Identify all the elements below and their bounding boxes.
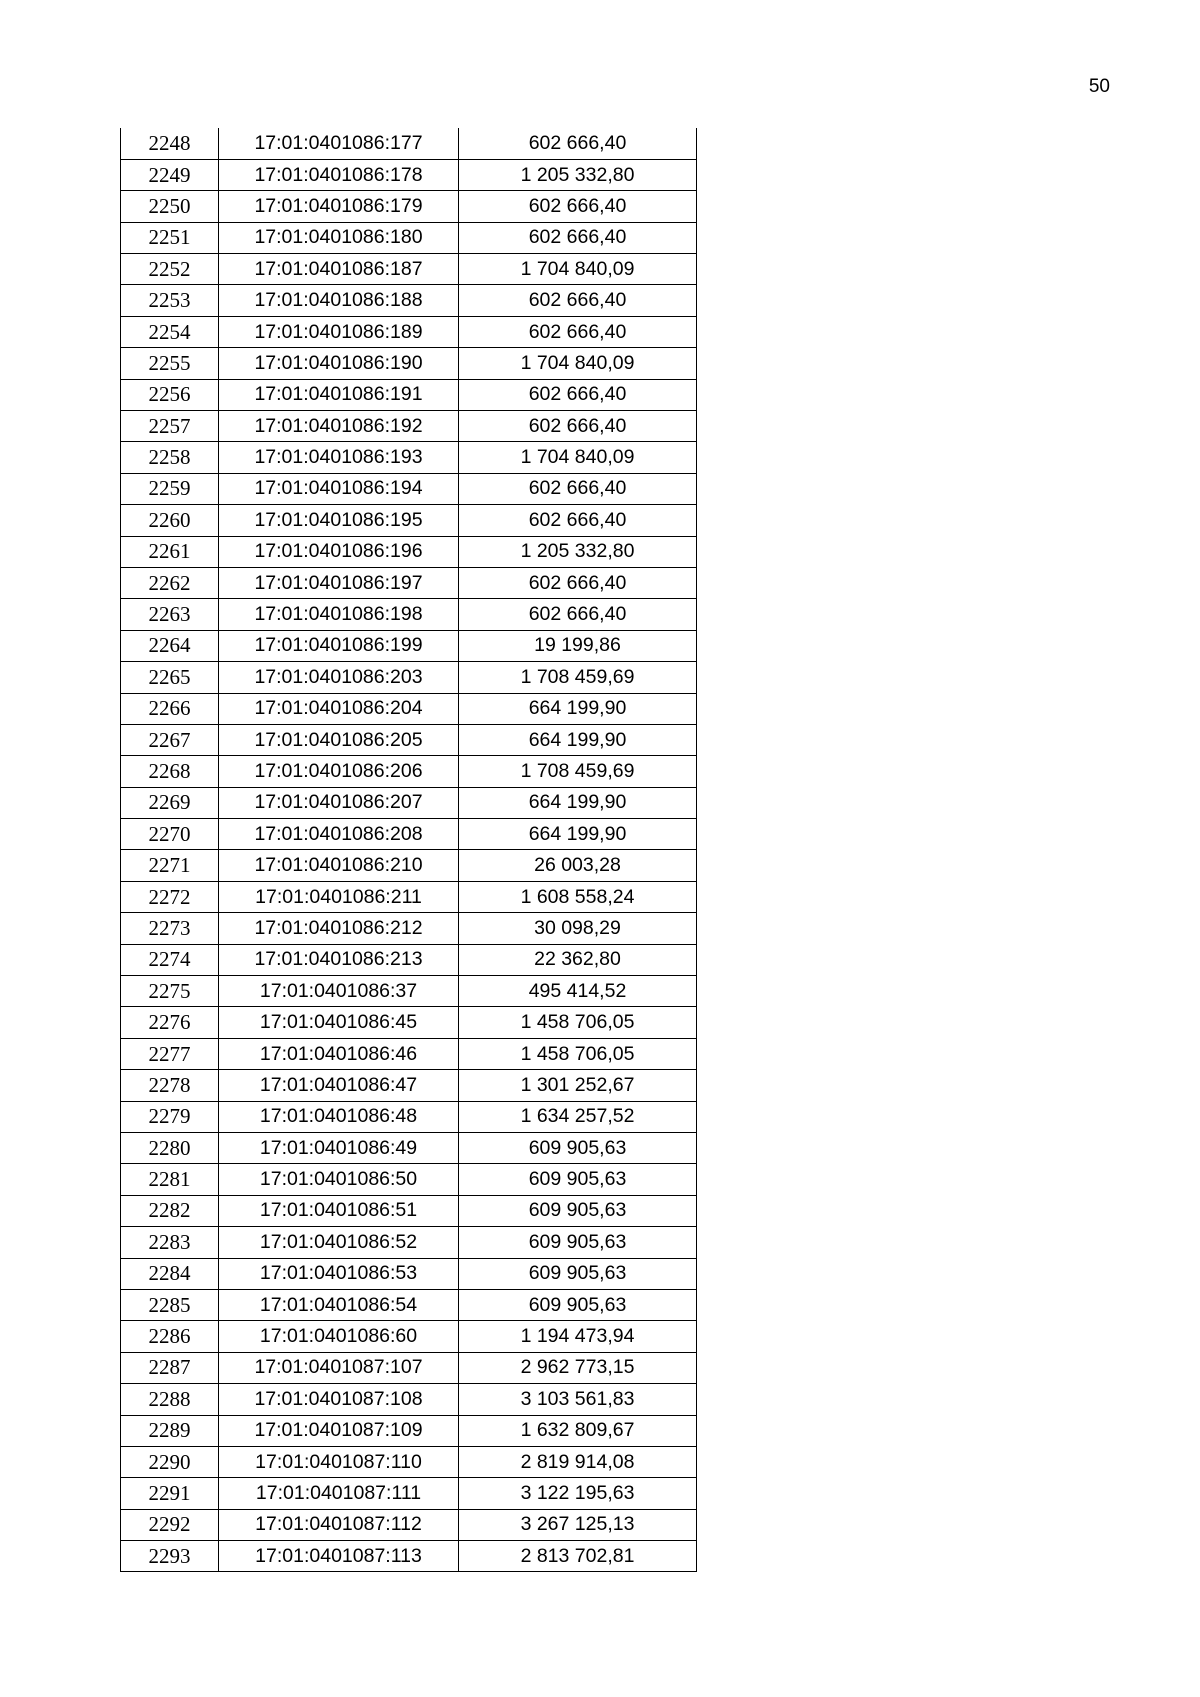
table-row bbox=[121, 1446, 697, 1477]
cadastral-value-cell: 1 301 252,67 bbox=[459, 1070, 697, 1101]
table-row bbox=[121, 850, 697, 881]
table-row bbox=[121, 881, 697, 912]
table-row bbox=[121, 1509, 697, 1540]
row-number-cell: 2269 bbox=[121, 787, 219, 818]
row-number-cell: 2252 bbox=[121, 254, 219, 285]
cadastral-number-cell: 17:01:0401086:203 bbox=[219, 662, 459, 693]
cadastral-number-cell: 17:01:0401086:53 bbox=[219, 1258, 459, 1289]
row-number-cell: 2266 bbox=[121, 693, 219, 724]
cadastral-number-cell: 17:01:0401086:188 bbox=[219, 285, 459, 316]
cadastral-number-cell: 17:01:0401086:198 bbox=[219, 599, 459, 630]
table-row bbox=[121, 442, 697, 473]
table-row bbox=[121, 1541, 697, 1572]
cadastral-value-cell: 19 199,86 bbox=[459, 630, 697, 661]
table-row bbox=[121, 316, 697, 347]
table-row bbox=[121, 159, 697, 190]
cadastral-value-cell: 3 267 125,13 bbox=[459, 1509, 697, 1540]
row-number-cell: 2255 bbox=[121, 348, 219, 379]
row-number-cell: 2253 bbox=[121, 285, 219, 316]
table-row bbox=[121, 1195, 697, 1226]
table-row bbox=[121, 1478, 697, 1509]
cadastral-number-cell: 17:01:0401086:211 bbox=[219, 881, 459, 912]
row-number-cell: 2260 bbox=[121, 505, 219, 536]
cadastral-value-cell: 602 666,40 bbox=[459, 567, 697, 598]
row-number-cell: 2273 bbox=[121, 913, 219, 944]
cadastral-number-cell: 17:01:0401086:190 bbox=[219, 348, 459, 379]
cadastral-number-cell: 17:01:0401086:205 bbox=[219, 724, 459, 755]
cadastral-value-cell: 1 458 706,05 bbox=[459, 1038, 697, 1069]
row-number-cell: 2272 bbox=[121, 881, 219, 912]
table-row bbox=[121, 724, 697, 755]
cadastral-value-cell: 1 608 558,24 bbox=[459, 881, 697, 912]
cadastral-value-cell: 26 003,28 bbox=[459, 850, 697, 881]
cadastral-value-cell: 2 819 914,08 bbox=[459, 1446, 697, 1477]
cadastral-number-cell: 17:01:0401086:177 bbox=[219, 128, 459, 159]
cadastral-value-cell: 1 704 840,09 bbox=[459, 254, 697, 285]
table-row bbox=[121, 473, 697, 504]
row-number-cell: 2254 bbox=[121, 316, 219, 347]
cadastral-value-cell: 602 666,40 bbox=[459, 285, 697, 316]
cadastral-number-cell: 17:01:0401086:191 bbox=[219, 379, 459, 410]
cadastral-value-cell: 30 098,29 bbox=[459, 913, 697, 944]
row-number-cell: 2270 bbox=[121, 819, 219, 850]
table-row bbox=[121, 285, 697, 316]
cadastral-value-cell: 609 905,63 bbox=[459, 1133, 697, 1164]
row-number-cell: 2261 bbox=[121, 536, 219, 567]
cadastral-value-cell: 495 414,52 bbox=[459, 976, 697, 1007]
row-number-cell: 2279 bbox=[121, 1101, 219, 1132]
cadastral-number-cell: 17:01:0401086:178 bbox=[219, 159, 459, 190]
table-row bbox=[121, 630, 697, 661]
table-row bbox=[121, 1038, 697, 1069]
cadastral-number-cell: 17:01:0401086:60 bbox=[219, 1321, 459, 1352]
table-row bbox=[121, 944, 697, 975]
cadastral-number-cell: 17:01:0401087:111 bbox=[219, 1478, 459, 1509]
table-row bbox=[121, 913, 697, 944]
cadastral-number-cell: 17:01:0401086:179 bbox=[219, 191, 459, 222]
table-row bbox=[121, 411, 697, 442]
table-row bbox=[121, 1415, 697, 1446]
row-number-cell: 2271 bbox=[121, 850, 219, 881]
table-row bbox=[121, 1007, 697, 1038]
cadastral-number-cell: 17:01:0401086:180 bbox=[219, 222, 459, 253]
cadastral-number-cell: 17:01:0401086:50 bbox=[219, 1164, 459, 1195]
cadastral-value-cell: 602 666,40 bbox=[459, 379, 697, 410]
cadastral-value-cell: 1 194 473,94 bbox=[459, 1321, 697, 1352]
cadastral-value-cell: 609 905,63 bbox=[459, 1164, 697, 1195]
cadastral-number-cell: 17:01:0401087:110 bbox=[219, 1446, 459, 1477]
table-row bbox=[121, 379, 697, 410]
row-number-cell: 2276 bbox=[121, 1007, 219, 1038]
cadastral-value-table bbox=[120, 128, 697, 1572]
row-number-cell: 2262 bbox=[121, 567, 219, 598]
cadastral-value-cell: 1 708 459,69 bbox=[459, 756, 697, 787]
cadastral-value-cell: 602 666,40 bbox=[459, 505, 697, 536]
row-number-cell: 2278 bbox=[121, 1070, 219, 1101]
cadastral-value-cell: 1 632 809,67 bbox=[459, 1415, 697, 1446]
row-number-cell: 2282 bbox=[121, 1195, 219, 1226]
row-number-cell: 2292 bbox=[121, 1509, 219, 1540]
cadastral-number-cell: 17:01:0401086:196 bbox=[219, 536, 459, 567]
row-number-cell: 2251 bbox=[121, 222, 219, 253]
table-row bbox=[121, 1321, 697, 1352]
cadastral-value-cell: 1 704 840,09 bbox=[459, 348, 697, 379]
cadastral-number-cell: 17:01:0401086:210 bbox=[219, 850, 459, 881]
row-number-cell: 2281 bbox=[121, 1164, 219, 1195]
cadastral-number-cell: 17:01:0401087:109 bbox=[219, 1415, 459, 1446]
row-number-cell: 2280 bbox=[121, 1133, 219, 1164]
row-number-cell: 2275 bbox=[121, 976, 219, 1007]
cadastral-value-cell: 3 122 195,63 bbox=[459, 1478, 697, 1509]
row-number-cell: 2265 bbox=[121, 662, 219, 693]
table-row bbox=[121, 505, 697, 536]
cadastral-value-cell: 22 362,80 bbox=[459, 944, 697, 975]
row-number-cell: 2284 bbox=[121, 1258, 219, 1289]
cadastral-number-cell: 17:01:0401086:46 bbox=[219, 1038, 459, 1069]
cadastral-number-cell: 17:01:0401086:51 bbox=[219, 1195, 459, 1226]
cadastral-number-cell: 17:01:0401086:197 bbox=[219, 567, 459, 598]
cadastral-number-cell: 17:01:0401086:54 bbox=[219, 1289, 459, 1320]
table-row bbox=[121, 1164, 697, 1195]
cadastral-value-cell: 602 666,40 bbox=[459, 599, 697, 630]
page-number: 50 bbox=[1088, 76, 1110, 97]
row-number-cell: 2290 bbox=[121, 1446, 219, 1477]
table-row bbox=[121, 599, 697, 630]
cadastral-number-cell: 17:01:0401086:204 bbox=[219, 693, 459, 724]
table-row bbox=[121, 756, 697, 787]
row-number-cell: 2285 bbox=[121, 1289, 219, 1320]
row-number-cell: 2263 bbox=[121, 599, 219, 630]
cadastral-value-cell: 609 905,63 bbox=[459, 1258, 697, 1289]
row-number-cell: 2283 bbox=[121, 1227, 219, 1258]
row-number-cell: 2293 bbox=[121, 1541, 219, 1572]
cadastral-number-cell: 17:01:0401086:213 bbox=[219, 944, 459, 975]
cadastral-number-cell: 17:01:0401086:208 bbox=[219, 819, 459, 850]
row-number-cell: 2289 bbox=[121, 1415, 219, 1446]
table-row bbox=[121, 536, 697, 567]
cadastral-value-cell: 602 666,40 bbox=[459, 411, 697, 442]
table-row bbox=[121, 348, 697, 379]
row-number-cell: 2286 bbox=[121, 1321, 219, 1352]
row-number-cell: 2250 bbox=[121, 191, 219, 222]
cadastral-value-cell: 1 708 459,69 bbox=[459, 662, 697, 693]
cadastral-number-cell: 17:01:0401086:193 bbox=[219, 442, 459, 473]
row-number-cell: 2268 bbox=[121, 756, 219, 787]
table-row bbox=[121, 1352, 697, 1383]
cadastral-value-cell: 3 103 561,83 bbox=[459, 1384, 697, 1415]
table-row bbox=[121, 1070, 697, 1101]
table-row bbox=[121, 976, 697, 1007]
table-row bbox=[121, 567, 697, 598]
cadastral-number-cell: 17:01:0401086:48 bbox=[219, 1101, 459, 1132]
cadastral-number-cell: 17:01:0401087:108 bbox=[219, 1384, 459, 1415]
table-row bbox=[121, 128, 697, 159]
cadastral-number-cell: 17:01:0401087:112 bbox=[219, 1509, 459, 1540]
row-number-cell: 2288 bbox=[121, 1384, 219, 1415]
cadastral-number-cell: 17:01:0401086:189 bbox=[219, 316, 459, 347]
cadastral-number-cell: 17:01:0401087:107 bbox=[219, 1352, 459, 1383]
cadastral-number-cell: 17:01:0401086:52 bbox=[219, 1227, 459, 1258]
cadastral-value-cell: 664 199,90 bbox=[459, 693, 697, 724]
cadastral-value-cell: 602 666,40 bbox=[459, 316, 697, 347]
row-number-cell: 2248 bbox=[121, 128, 219, 159]
cadastral-number-cell: 17:01:0401086:212 bbox=[219, 913, 459, 944]
cadastral-value-cell: 602 666,40 bbox=[459, 191, 697, 222]
cadastral-number-cell: 17:01:0401087:113 bbox=[219, 1541, 459, 1572]
table-row bbox=[121, 662, 697, 693]
cadastral-number-cell: 17:01:0401086:45 bbox=[219, 1007, 459, 1038]
cadastral-value-cell: 2 813 702,81 bbox=[459, 1541, 697, 1572]
row-number-cell: 2249 bbox=[121, 159, 219, 190]
cadastral-number-cell: 17:01:0401086:206 bbox=[219, 756, 459, 787]
table-row bbox=[121, 1133, 697, 1164]
row-number-cell: 2291 bbox=[121, 1478, 219, 1509]
row-number-cell: 2258 bbox=[121, 442, 219, 473]
row-number-cell: 2287 bbox=[121, 1352, 219, 1383]
table-row bbox=[121, 1384, 697, 1415]
cadastral-value-cell: 1 458 706,05 bbox=[459, 1007, 697, 1038]
table-row bbox=[121, 222, 697, 253]
cadastral-value-cell: 1 634 257,52 bbox=[459, 1101, 697, 1132]
cadastral-value-cell: 664 199,90 bbox=[459, 787, 697, 818]
cadastral-number-cell: 17:01:0401086:207 bbox=[219, 787, 459, 818]
table-row bbox=[121, 819, 697, 850]
table-row bbox=[121, 693, 697, 724]
cadastral-number-cell: 17:01:0401086:192 bbox=[219, 411, 459, 442]
cadastral-number-cell: 17:01:0401086:199 bbox=[219, 630, 459, 661]
table-row bbox=[121, 1289, 697, 1320]
cadastral-value-cell: 1 205 332,80 bbox=[459, 159, 697, 190]
row-number-cell: 2259 bbox=[121, 473, 219, 504]
cadastral-value-cell: 602 666,40 bbox=[459, 473, 697, 504]
cadastral-number-cell: 17:01:0401086:187 bbox=[219, 254, 459, 285]
row-number-cell: 2256 bbox=[121, 379, 219, 410]
row-number-cell: 2264 bbox=[121, 630, 219, 661]
cadastral-value-cell: 602 666,40 bbox=[459, 128, 697, 159]
cadastral-value-cell: 602 666,40 bbox=[459, 222, 697, 253]
cadastral-number-cell: 17:01:0401086:49 bbox=[219, 1133, 459, 1164]
cadastral-number-cell: 17:01:0401086:37 bbox=[219, 976, 459, 1007]
cadastral-number-cell: 17:01:0401086:47 bbox=[219, 1070, 459, 1101]
table-row bbox=[121, 254, 697, 285]
cadastral-value-cell: 2 962 773,15 bbox=[459, 1352, 697, 1383]
row-number-cell: 2257 bbox=[121, 411, 219, 442]
table-row bbox=[121, 1227, 697, 1258]
table-body bbox=[121, 128, 697, 1572]
cadastral-value-cell: 609 905,63 bbox=[459, 1289, 697, 1320]
row-number-cell: 2274 bbox=[121, 944, 219, 975]
cadastral-value-cell: 609 905,63 bbox=[459, 1227, 697, 1258]
cadastral-value-cell: 664 199,90 bbox=[459, 724, 697, 755]
table-row bbox=[121, 787, 697, 818]
table-row bbox=[121, 1101, 697, 1132]
table-row bbox=[121, 191, 697, 222]
table-row bbox=[121, 1258, 697, 1289]
row-number-cell: 2277 bbox=[121, 1038, 219, 1069]
cadastral-value-cell: 1 704 840,09 bbox=[459, 442, 697, 473]
cadastral-number-cell: 17:01:0401086:194 bbox=[219, 473, 459, 504]
cadastral-value-cell: 609 905,63 bbox=[459, 1195, 697, 1226]
row-number-cell: 2267 bbox=[121, 724, 219, 755]
cadastral-number-cell: 17:01:0401086:195 bbox=[219, 505, 459, 536]
cadastral-value-cell: 664 199,90 bbox=[459, 819, 697, 850]
cadastral-value-cell: 1 205 332,80 bbox=[459, 536, 697, 567]
